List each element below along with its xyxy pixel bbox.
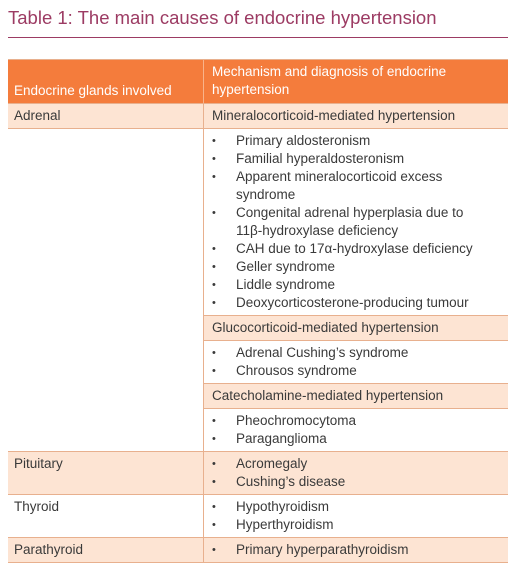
bullet-icon: • [212, 153, 216, 165]
list-item: • Paraganglioma [212, 431, 327, 446]
table-row-parathyroid [8, 538, 508, 562]
mineralocorticoid-heading: Mineralocorticoid-mediated hypertension [212, 108, 456, 123]
list-item: • Hypothyroidism [212, 499, 330, 514]
adrenal-mechanisms [204, 129, 508, 451]
table-title: Table 1: The main causes of endocrine hypertension [8, 7, 437, 28]
bullet-icon: • [212, 458, 216, 470]
list-item: • Familial hyperaldosteronism [212, 151, 405, 166]
parathyroid-list [204, 538, 508, 562]
bullet-icon: • [212, 347, 216, 359]
table-row-adrenal-body [8, 129, 508, 452]
list-item: • Acromegaly [212, 456, 308, 471]
gland-parathyroid: Parathyroid [8, 538, 204, 562]
bullet-icon: • [212, 501, 216, 513]
glucocorticoid-list [204, 341, 508, 384]
catecholamine-list [204, 409, 508, 451]
bullet-icon: • [212, 544, 216, 556]
list-item: • Cushing’s disease [212, 474, 346, 489]
bullet-icon: • [212, 171, 216, 183]
list-item: • Apparent mineralocorticoid excess syndrome [212, 169, 443, 202]
header-glands: Endocrine glands involved [8, 60, 204, 103]
list-item: • Adrenal Cushing’s syndrome [212, 345, 409, 360]
list-item: • Geller syndrome [212, 259, 336, 274]
bullet-icon: • [212, 243, 216, 255]
pituitary-list [204, 452, 508, 494]
table-row-adrenal-heading [8, 104, 508, 129]
bullet-icon: • [212, 476, 216, 488]
list-item: • Liddle syndrome [212, 277, 336, 292]
list-item: • Primary hyperparathyroidism [212, 542, 409, 557]
title-divider [8, 37, 508, 38]
header-mechanism: Mechanism and diagnosis of endocrine hypertension [212, 64, 447, 97]
causes-table [8, 59, 508, 563]
bullet-icon: • [212, 365, 216, 377]
gland-adrenal: Adrenal [8, 104, 204, 128]
bullet-icon: • [212, 415, 216, 427]
list-item: • Deoxycorticosterone-producing tumour [212, 295, 469, 310]
list-item: • Chrousos syndrome [212, 363, 357, 378]
gland-thyroid: Thyroid [8, 495, 204, 537]
list-item: • Primary aldosteronism [212, 133, 371, 148]
bullet-icon: • [212, 433, 216, 445]
list-item: • Hyperthyroidism [212, 517, 334, 532]
catecholamine-heading: Catecholamine-mediated hypertension [204, 384, 508, 409]
bullet-icon: • [212, 207, 216, 219]
bullet-icon: • [212, 297, 216, 309]
table-header-row [8, 60, 508, 104]
bullet-icon: • [212, 261, 216, 273]
gland-pituitary: Pituitary [8, 452, 204, 494]
list-item: • Pheochromocytoma [212, 413, 357, 428]
list-item: • CAH due to 17α-hydroxylase deficiency [212, 241, 473, 256]
glucocorticoid-heading: Glucocorticoid-mediated hypertension [204, 316, 508, 341]
table-row-thyroid [8, 495, 508, 538]
table-row-pituitary [8, 452, 508, 495]
thyroid-list [204, 495, 508, 537]
bullet-icon: • [212, 279, 216, 291]
mineralocorticoid-list [204, 129, 508, 316]
bullet-icon: • [212, 135, 216, 147]
bullet-icon: • [212, 519, 216, 531]
list-item: • Congenital adrenal hyperplasia due to 11β-hydroxylase deficiency [212, 205, 464, 238]
gland-adrenal-empty-cell [8, 129, 204, 451]
